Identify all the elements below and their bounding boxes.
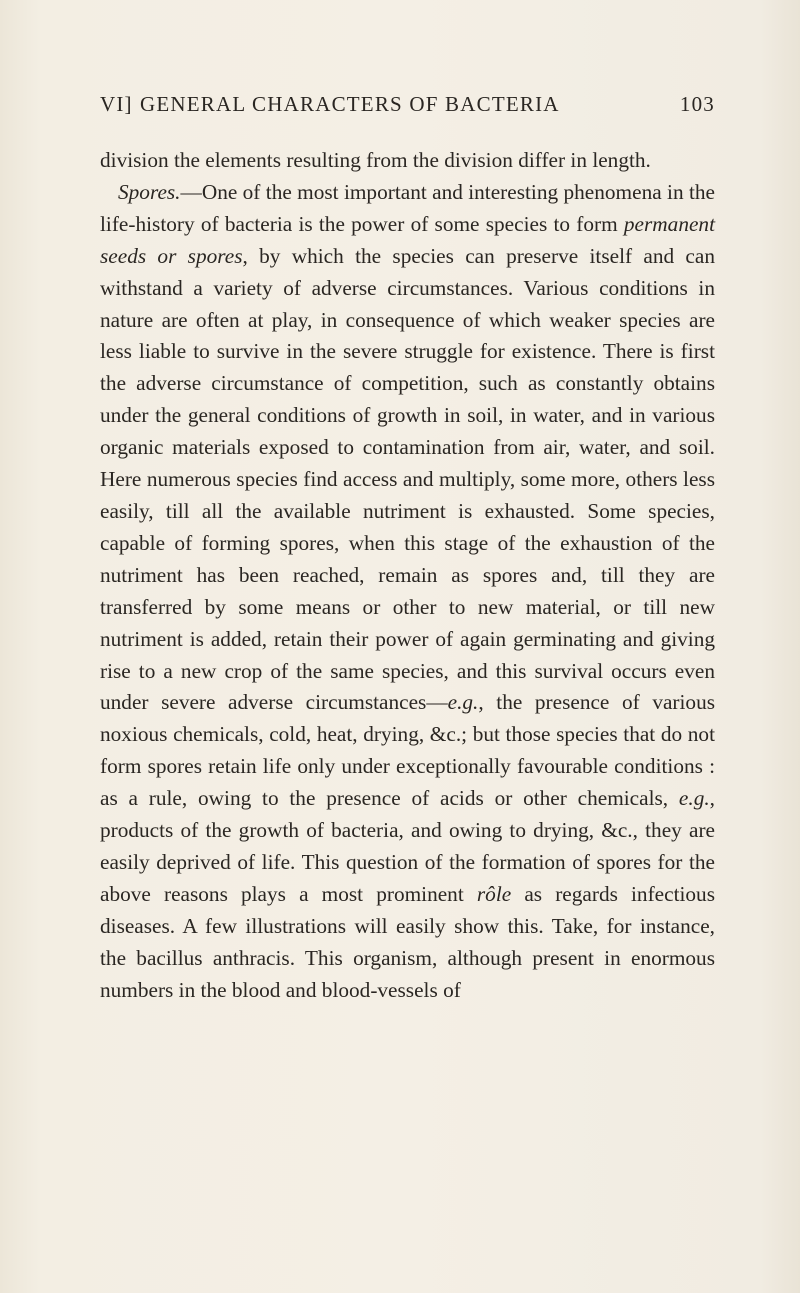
paragraph <box>100 145 715 177</box>
text-segment-italic: e.g. <box>447 690 479 715</box>
text-segment-italic: permanent seeds or spores <box>100 211 715 268</box>
text-segment: division the elements resulting from the division differ in length. <box>100 148 651 172</box>
text-segment: —One of the most important and interesting phenomena in the life-history of bacteria is the power of some species to form <box>100 179 715 236</box>
running-header <box>100 92 715 126</box>
chapter-number: VI] <box>100 92 133 116</box>
text-segment: , the presence of various noxious chemicals, cold, heat, drying, &c.; but those species that do not form spores retain life only under exceptionally favourable conditions : as a rule, owing to the presence of acids or other chemicals, <box>100 690 716 811</box>
text-segment-italic: Spores. <box>118 179 181 204</box>
text-segment: , products of the growth of bacteria, and owing to drying, &c., they are easily deprived of life. This question of the formation of spores for the above reasons plays a most prominent <box>100 786 715 906</box>
page-number: 103 <box>679 92 715 116</box>
text-segment-italic: rôle <box>476 881 512 906</box>
text-segment: , by which the species can preserve itself and can withstand a variety of adverse circumstances. Various conditions in nature are often at play, in consequence of which weaker species are less liable to survive in the severe struggle for existence. There is first the adverse circumstance of competition, such as constantly obtains under the general conditions of growth in soil, in water, and in various organic materials exposed to contamination from air, water, and soil. Here numerous species find access and multiply, some more, others less easily, till all the available nutriment is exhausted. Some species, capable of forming spores, when this stage of the exhaustion of the nutriment has been reached, remain as spores and, till they are transferred by some means or other to new material, or till new nutriment is added, retain their power of again germinating and giving rise to a new crop of the same species, and this survival occurs even under severe adverse circumstances— <box>100 243 715 715</box>
running-title: GENERAL CHARACTERS OF BACTERIA <box>140 92 560 116</box>
text-segment-italic: e.g. <box>678 786 710 811</box>
body-text <box>100 145 715 1006</box>
text-segment: as regards infectious diseases. A few illustrations will easily show this. Take, for instance, the bacillus anthracis. This organism, although present in enormous numbers in the blood and blood-vessels of <box>100 881 715 1002</box>
paragraph <box>100 177 715 1007</box>
